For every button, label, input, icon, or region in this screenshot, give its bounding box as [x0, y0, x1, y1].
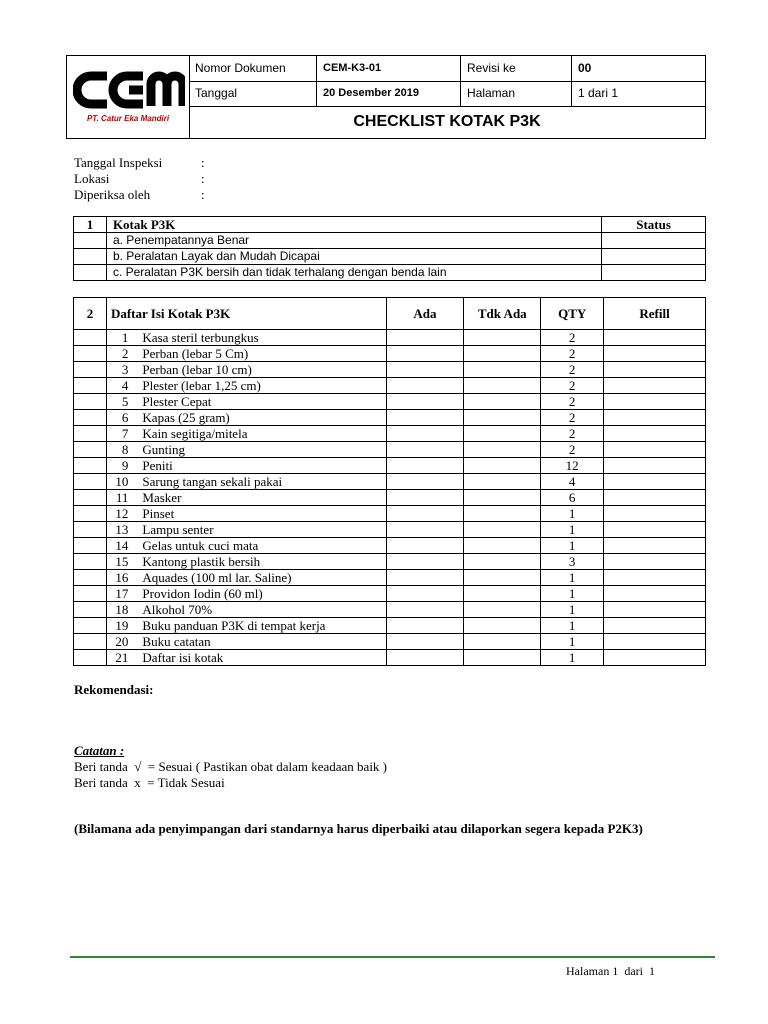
table-row	[74, 602, 706, 618]
item-number: 21	[106, 650, 136, 666]
contents-table	[73, 297, 706, 666]
ada-cell[interactable]	[386, 650, 464, 666]
qty-value: 2	[541, 378, 604, 394]
tdk-ada-cell[interactable]	[464, 554, 541, 570]
refill-cell[interactable]	[604, 410, 706, 426]
revision-label: Revisi ke	[461, 56, 572, 81]
empty-cell	[74, 586, 107, 602]
table-row	[74, 506, 706, 522]
tdk-ada-cell[interactable]	[464, 426, 541, 442]
notes-line: Beri tanda x = Tidak Sesuai	[74, 775, 225, 790]
tdk-ada-cell[interactable]	[464, 570, 541, 586]
item-name: Providon Iodin (60 ml)	[136, 586, 386, 602]
item-name: Gunting	[136, 442, 386, 458]
refill-cell[interactable]	[604, 570, 706, 586]
tdk-ada-cell[interactable]	[464, 522, 541, 538]
item-name: Masker	[136, 490, 386, 506]
item-name: Daftar isi kotak	[136, 650, 386, 666]
item-number: 8	[106, 442, 136, 458]
qty-header: QTY	[541, 298, 604, 330]
empty-cell	[74, 265, 107, 281]
qty-value: 6	[541, 490, 604, 506]
qty-value: 1	[541, 634, 604, 650]
ada-cell[interactable]	[386, 634, 464, 650]
empty-cell	[74, 233, 107, 249]
table-row	[74, 618, 706, 634]
section-number: 2	[74, 298, 107, 330]
qty-value: 3	[541, 554, 604, 570]
qty-value: 2	[541, 410, 604, 426]
info-row	[74, 155, 274, 171]
ada-cell[interactable]	[386, 410, 464, 426]
item-name: Buku catatan	[136, 634, 386, 650]
ada-cell[interactable]	[386, 346, 464, 362]
item-number: 1	[106, 330, 136, 346]
empty-cell	[74, 378, 107, 394]
section-title: Kotak P3K	[106, 217, 601, 233]
item-number: 17	[106, 586, 136, 602]
header-row-doc-number	[189, 56, 705, 82]
ada-cell[interactable]	[386, 618, 464, 634]
empty-cell	[74, 602, 107, 618]
box-checklist-table	[73, 216, 706, 281]
footer-page-number: Halaman 1 dari 1	[566, 964, 655, 978]
refill-cell[interactable]	[604, 634, 706, 650]
empty-cell	[74, 474, 107, 490]
inspection-info	[74, 155, 274, 203]
tdk-ada-cell[interactable]	[464, 602, 541, 618]
tdk-ada-cell[interactable]	[464, 634, 541, 650]
table-row	[74, 554, 706, 570]
company-name: PT. Catur Eka Mandiri	[86, 114, 170, 123]
page-label: Halaman	[461, 81, 572, 106]
ada-cell[interactable]	[386, 330, 464, 346]
table-row	[74, 650, 706, 666]
ada-cell[interactable]	[386, 362, 464, 378]
item-number: 4	[106, 378, 136, 394]
refill-cell[interactable]	[604, 442, 706, 458]
refill-cell[interactable]	[604, 378, 706, 394]
notes-block	[74, 743, 387, 791]
qty-value: 2	[541, 394, 604, 410]
tdk-ada-cell[interactable]	[464, 442, 541, 458]
refill-cell[interactable]	[604, 554, 706, 570]
refill-cell[interactable]	[604, 586, 706, 602]
ada-cell[interactable]	[386, 586, 464, 602]
empty-cell	[74, 650, 107, 666]
table-row	[74, 394, 706, 410]
date-label: Tanggal	[189, 81, 317, 106]
item-number: 19	[106, 618, 136, 634]
doc-number-label: Nomor Dokumen	[189, 56, 317, 81]
revision-value: 00	[578, 61, 592, 75]
footer-divider	[70, 956, 715, 958]
ada-cell[interactable]	[386, 570, 464, 586]
item-name: Kasa steril terbungkus	[136, 330, 386, 346]
notes-line: Beri tanda √ = Sesuai ( Pastikan obat dalam keadaan baik )	[74, 759, 388, 774]
ada-cell[interactable]	[386, 506, 464, 522]
empty-cell	[74, 410, 107, 426]
ada-cell[interactable]	[386, 538, 464, 554]
empty-cell	[74, 442, 107, 458]
table-row	[74, 426, 706, 442]
tdk-ada-cell[interactable]	[464, 378, 541, 394]
empty-cell	[74, 554, 107, 570]
item-number: 13	[106, 522, 136, 538]
ada-cell[interactable]	[386, 442, 464, 458]
empty-cell	[74, 538, 107, 554]
table-row	[74, 410, 706, 426]
item-name: Peniti	[136, 458, 386, 474]
info-row	[74, 187, 274, 203]
recommendation-label: Rekomendasi:	[74, 682, 154, 697]
table-row	[74, 490, 706, 506]
check-item: b. Peralatan Layak dan Mudah Dicapai	[106, 249, 601, 265]
refill-cell[interactable]	[604, 362, 706, 378]
table-header-row	[74, 298, 706, 330]
qty-value: 4	[541, 474, 604, 490]
document-header	[66, 55, 706, 139]
table-row	[74, 458, 706, 474]
ada-cell[interactable]	[386, 378, 464, 394]
table-row	[74, 442, 706, 458]
qty-value: 1	[541, 650, 604, 666]
status-cell[interactable]	[602, 249, 706, 265]
item-number: 7	[106, 426, 136, 442]
table-row	[74, 570, 706, 586]
item-number: 2	[106, 346, 136, 362]
item-number: 15	[106, 554, 136, 570]
empty-cell	[74, 458, 107, 474]
ada-cell[interactable]	[386, 490, 464, 506]
empty-cell	[74, 330, 107, 346]
table-header-row	[74, 217, 706, 233]
table-row	[74, 249, 706, 265]
empty-cell	[74, 249, 107, 265]
tdk-ada-header: Tdk Ada	[464, 298, 541, 330]
ada-cell[interactable]	[386, 474, 464, 490]
refill-cell[interactable]	[604, 602, 706, 618]
qty-value: 1	[541, 570, 604, 586]
tdk-ada-cell[interactable]	[464, 346, 541, 362]
company-logo	[73, 66, 185, 114]
section-number: 1	[74, 217, 107, 233]
item-name: Alkohol 70%	[136, 602, 386, 618]
item-number: 10	[106, 474, 136, 490]
info-colon: :	[201, 171, 205, 186]
item-number: 11	[106, 490, 136, 506]
refill-cell[interactable]	[604, 618, 706, 634]
ada-cell[interactable]	[386, 522, 464, 538]
item-number: 6	[106, 410, 136, 426]
item-number: 14	[106, 538, 136, 554]
table-row	[74, 265, 706, 281]
table-row	[74, 522, 706, 538]
item-name: Gelas untuk cuci mata	[136, 538, 386, 554]
ada-header: Ada	[386, 298, 464, 330]
ada-cell[interactable]	[386, 426, 464, 442]
item-number: 16	[106, 570, 136, 586]
tdk-ada-cell[interactable]	[464, 330, 541, 346]
info-row	[74, 171, 274, 187]
empty-cell	[74, 426, 107, 442]
empty-cell	[74, 346, 107, 362]
refill-cell[interactable]	[604, 506, 706, 522]
status-cell[interactable]	[602, 233, 706, 249]
item-name: Plester Cepat	[136, 394, 386, 410]
table-row	[74, 233, 706, 249]
tdk-ada-cell[interactable]	[464, 650, 541, 666]
empty-cell	[74, 634, 107, 650]
table-row	[74, 378, 706, 394]
tdk-ada-cell[interactable]	[464, 458, 541, 474]
qty-value: 1	[541, 586, 604, 602]
item-number: 3	[106, 362, 136, 378]
empty-cell	[74, 490, 107, 506]
doc-number-value: CEM-K3-01	[317, 56, 461, 81]
tdk-ada-cell[interactable]	[464, 410, 541, 426]
refill-header: Refill	[604, 298, 706, 330]
tdk-ada-cell[interactable]	[464, 490, 541, 506]
refill-cell[interactable]	[604, 650, 706, 666]
qty-value: 12	[541, 458, 604, 474]
info-colon: :	[201, 187, 205, 202]
ada-cell[interactable]	[386, 554, 464, 570]
empty-cell	[74, 522, 107, 538]
item-name: Lampu senter	[136, 522, 386, 538]
item-number: 18	[106, 602, 136, 618]
refill-cell[interactable]	[604, 458, 706, 474]
tdk-ada-cell[interactable]	[464, 586, 541, 602]
table-row	[74, 346, 706, 362]
page-value: 1 dari 1	[578, 86, 619, 100]
item-name: Buku panduan P3K di tempat kerja	[136, 618, 386, 634]
check-item: c. Peralatan P3K bersih dan tidak terhalang dengan benda lain	[106, 265, 601, 281]
ada-cell[interactable]	[386, 458, 464, 474]
qty-value: 2	[541, 426, 604, 442]
tdk-ada-cell[interactable]	[464, 474, 541, 490]
item-name: Kain segitiga/mitela	[136, 426, 386, 442]
table-row	[74, 538, 706, 554]
table-row	[74, 586, 706, 602]
logo-cell	[67, 56, 190, 138]
table-row	[74, 474, 706, 490]
refill-cell[interactable]	[604, 490, 706, 506]
refill-cell[interactable]	[604, 474, 706, 490]
item-name: Pinset	[136, 506, 386, 522]
status-cell[interactable]	[602, 265, 706, 281]
item-name: Aquades (100 ml lar. Saline)	[136, 570, 386, 586]
info-label-location: Lokasi	[74, 171, 110, 186]
ada-cell[interactable]	[386, 602, 464, 618]
empty-cell	[74, 570, 107, 586]
info-label-date: Tanggal Inspeksi	[74, 155, 163, 170]
document-title: CHECKLIST KOTAK P3K	[353, 113, 541, 130]
info-label-checked-by: Diperiksa oleh	[74, 187, 151, 202]
empty-cell	[74, 362, 107, 378]
refill-cell[interactable]	[604, 426, 706, 442]
contents-header: Daftar Isi Kotak P3K	[106, 298, 386, 330]
qty-value: 1	[541, 618, 604, 634]
table-row	[74, 330, 706, 346]
tdk-ada-cell[interactable]	[464, 362, 541, 378]
check-item: a. Penempatannya Benar	[106, 233, 601, 249]
item-name: Kapas (25 gram)	[136, 410, 386, 426]
header-row-date	[189, 81, 705, 107]
table-row	[74, 362, 706, 378]
qty-value: 1	[541, 522, 604, 538]
refill-cell[interactable]	[604, 346, 706, 362]
item-name: Perban (lebar 5 Cm)	[136, 346, 386, 362]
status-header: Status	[602, 217, 706, 233]
qty-value: 1	[541, 602, 604, 618]
ada-cell[interactable]	[386, 394, 464, 410]
qty-value: 2	[541, 330, 604, 346]
empty-cell	[74, 394, 107, 410]
info-colon: :	[201, 155, 205, 170]
deviation-note: (Bilamana ada penyimpangan dari standarnya harus diperbaiki atau dilaporkan segera kepada P2K3)	[74, 821, 643, 836]
empty-cell	[74, 618, 107, 634]
item-number: 20	[106, 634, 136, 650]
refill-cell[interactable]	[604, 394, 706, 410]
refill-cell[interactable]	[604, 522, 706, 538]
empty-cell	[74, 506, 107, 522]
item-name: Plester (lebar 1,25 cm)	[136, 378, 386, 394]
tdk-ada-cell[interactable]	[464, 538, 541, 554]
item-name: Sarung tangan sekali pakai	[136, 474, 386, 490]
refill-cell[interactable]	[604, 330, 706, 346]
qty-value: 2	[541, 442, 604, 458]
item-name: Kantong plastik bersih	[136, 554, 386, 570]
qty-value: 2	[541, 362, 604, 378]
qty-value: 1	[541, 506, 604, 522]
tdk-ada-cell[interactable]	[464, 618, 541, 634]
item-number: 9	[106, 458, 136, 474]
notes-title: Catatan :	[74, 743, 125, 758]
tdk-ada-cell[interactable]	[464, 506, 541, 522]
date-value: 20 Desember 2019	[317, 81, 461, 106]
tdk-ada-cell[interactable]	[464, 394, 541, 410]
refill-cell[interactable]	[604, 538, 706, 554]
qty-value: 2	[541, 346, 604, 362]
table-row	[74, 634, 706, 650]
qty-value: 1	[541, 538, 604, 554]
item-number: 5	[106, 394, 136, 410]
item-name: Perban (lebar 10 cm)	[136, 362, 386, 378]
item-number: 12	[106, 506, 136, 522]
